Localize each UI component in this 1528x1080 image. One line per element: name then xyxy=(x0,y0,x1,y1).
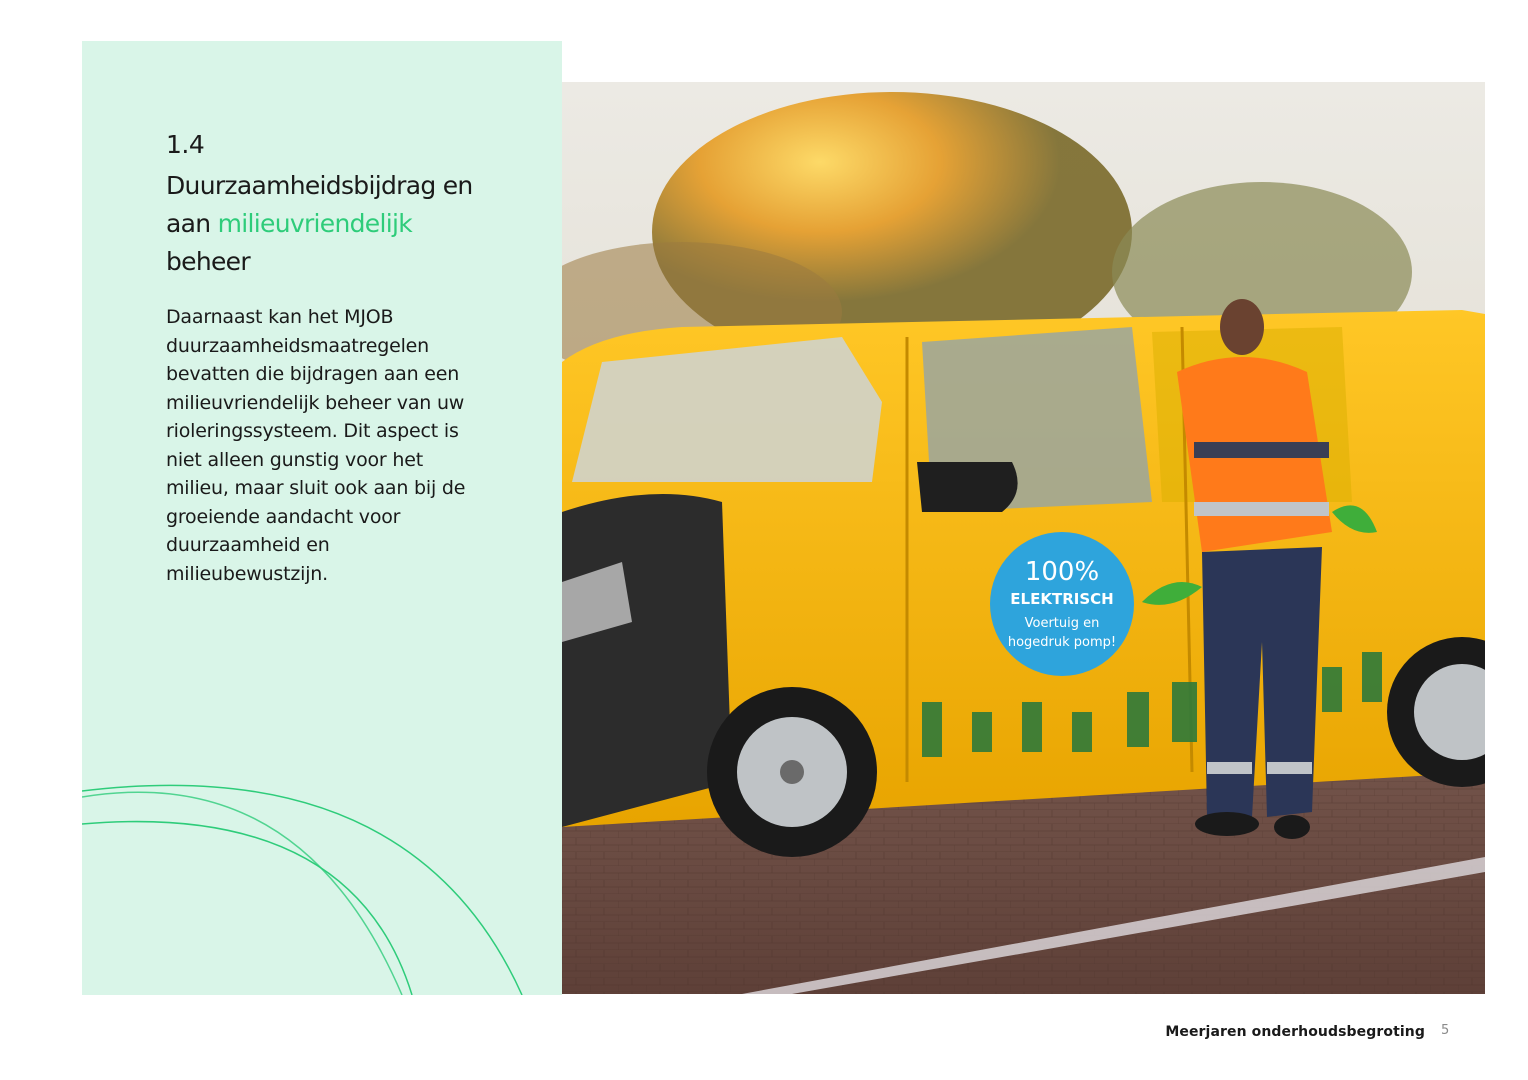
page-number: 5 xyxy=(1441,1023,1450,1038)
sticker-line1: 100% xyxy=(1024,557,1100,587)
footer-document-title: Meerjaren onderhoudsbegroting xyxy=(1165,1024,1425,1040)
section-title-part1: Duurzaamheidsbijdrag en aan xyxy=(166,171,473,238)
van-photo xyxy=(562,82,1485,994)
sticker-line3: Voertuig en xyxy=(1024,616,1100,631)
section-title xyxy=(166,167,486,281)
sticker-line4: hogedruk pomp! xyxy=(1007,635,1117,650)
body-paragraph: Daarnaast kan het MJOB duurzaamheidsmaatregelen bevatten die bijdragen aan een milieuvriendelijk beheer van uw rioleringssysteem. Dit aspect is niet alleen gunstig voor het milieu, maar sluit ook aan bij de groeiende aandacht voor duurzaamheid en milieubewustzijn. xyxy=(166,306,466,585)
sticker-badge xyxy=(990,532,1134,676)
sticker-line2: ELEKTRISCH xyxy=(1010,590,1114,608)
text-panel xyxy=(82,41,562,995)
section-number: 1.4 xyxy=(166,130,205,159)
section-title-accent: milieuvriendelijk xyxy=(217,209,412,238)
section-title-part2: beheer xyxy=(166,247,250,276)
